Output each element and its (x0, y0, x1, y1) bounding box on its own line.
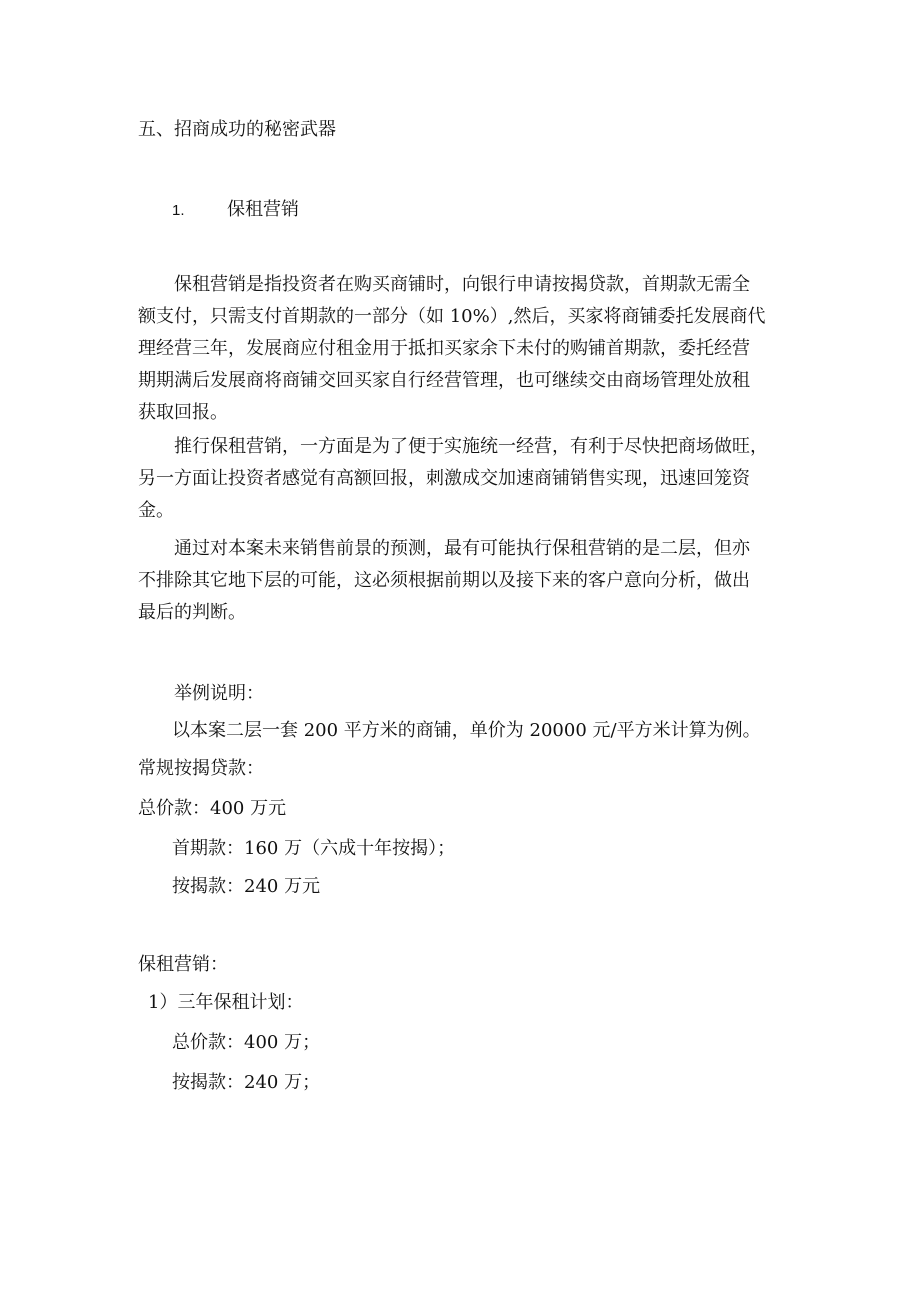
regular-mortgage: 按揭款：240 万元 (172, 876, 321, 897)
subsection-title: 保租营销 (227, 199, 299, 220)
example-intro: 以本案二层一套 200 平方米的商铺，单价为 20000 元/平方米计算为例。 (172, 720, 761, 741)
paragraph-line: 推行保租营销，一方面是为了便于实施统一经营，有利于尽快把商场做旺， (174, 436, 768, 457)
example-heading: 举例说明： (174, 683, 264, 704)
regular-down-payment: 首期款：160 万（六成十年按揭）； (172, 838, 456, 859)
lease-plan-title: 1）三年保租计划： (148, 992, 304, 1013)
paragraph-lease-definition (138, 273, 782, 433)
paragraph-line: 最后的判断。 (138, 602, 246, 623)
paragraph-line: 期期满后发展商将商铺交回买家自行经营管理，也可继续交由商场管理处放租 (138, 370, 750, 391)
subsection-number: 1. (172, 202, 185, 219)
paragraph-line: 另一方面让投资者感觉有高额回报，刺激成交加速商铺销售实现，迅速回笼资 (138, 468, 750, 489)
paragraph-forecast (138, 537, 782, 633)
regular-total-price: 总价款：400 万元 (138, 798, 287, 819)
paragraph-line: 金。 (138, 500, 174, 521)
regular-loan-heading: 常规按揭贷款： (138, 758, 264, 779)
lease-total-price: 总价款：400 万； (172, 1032, 321, 1053)
paragraph-line: 保租营销是指投资者在购买商铺时，向银行申请按揭贷款，首期款无需全 (174, 274, 750, 295)
paragraph-line: 额支付，只需支付首期款的一部分（如 10%）,然后，买家将商铺委托发展商代 (138, 306, 766, 327)
paragraph-line: 不排除其它地下层的可能，这必须根据前期以及接下来的客户意向分析，做出 (138, 570, 750, 591)
section-title: 五、招商成功的秘密武器 (138, 119, 336, 140)
lease-marketing-heading: 保租营销： (138, 954, 228, 975)
paragraph-line: 理经营三年，发展商应付租金用于抵扣买家余下未付的购铺首期款，委托经营 (138, 338, 750, 359)
paragraph-line: 通过对本案未来销售前景的预测，最有可能执行保租营销的是二层，但亦 (174, 538, 750, 559)
paragraph-lease-benefits (138, 435, 782, 531)
paragraph-line: 获取回报。 (138, 402, 228, 423)
lease-mortgage: 按揭款：240 万； (172, 1072, 321, 1093)
